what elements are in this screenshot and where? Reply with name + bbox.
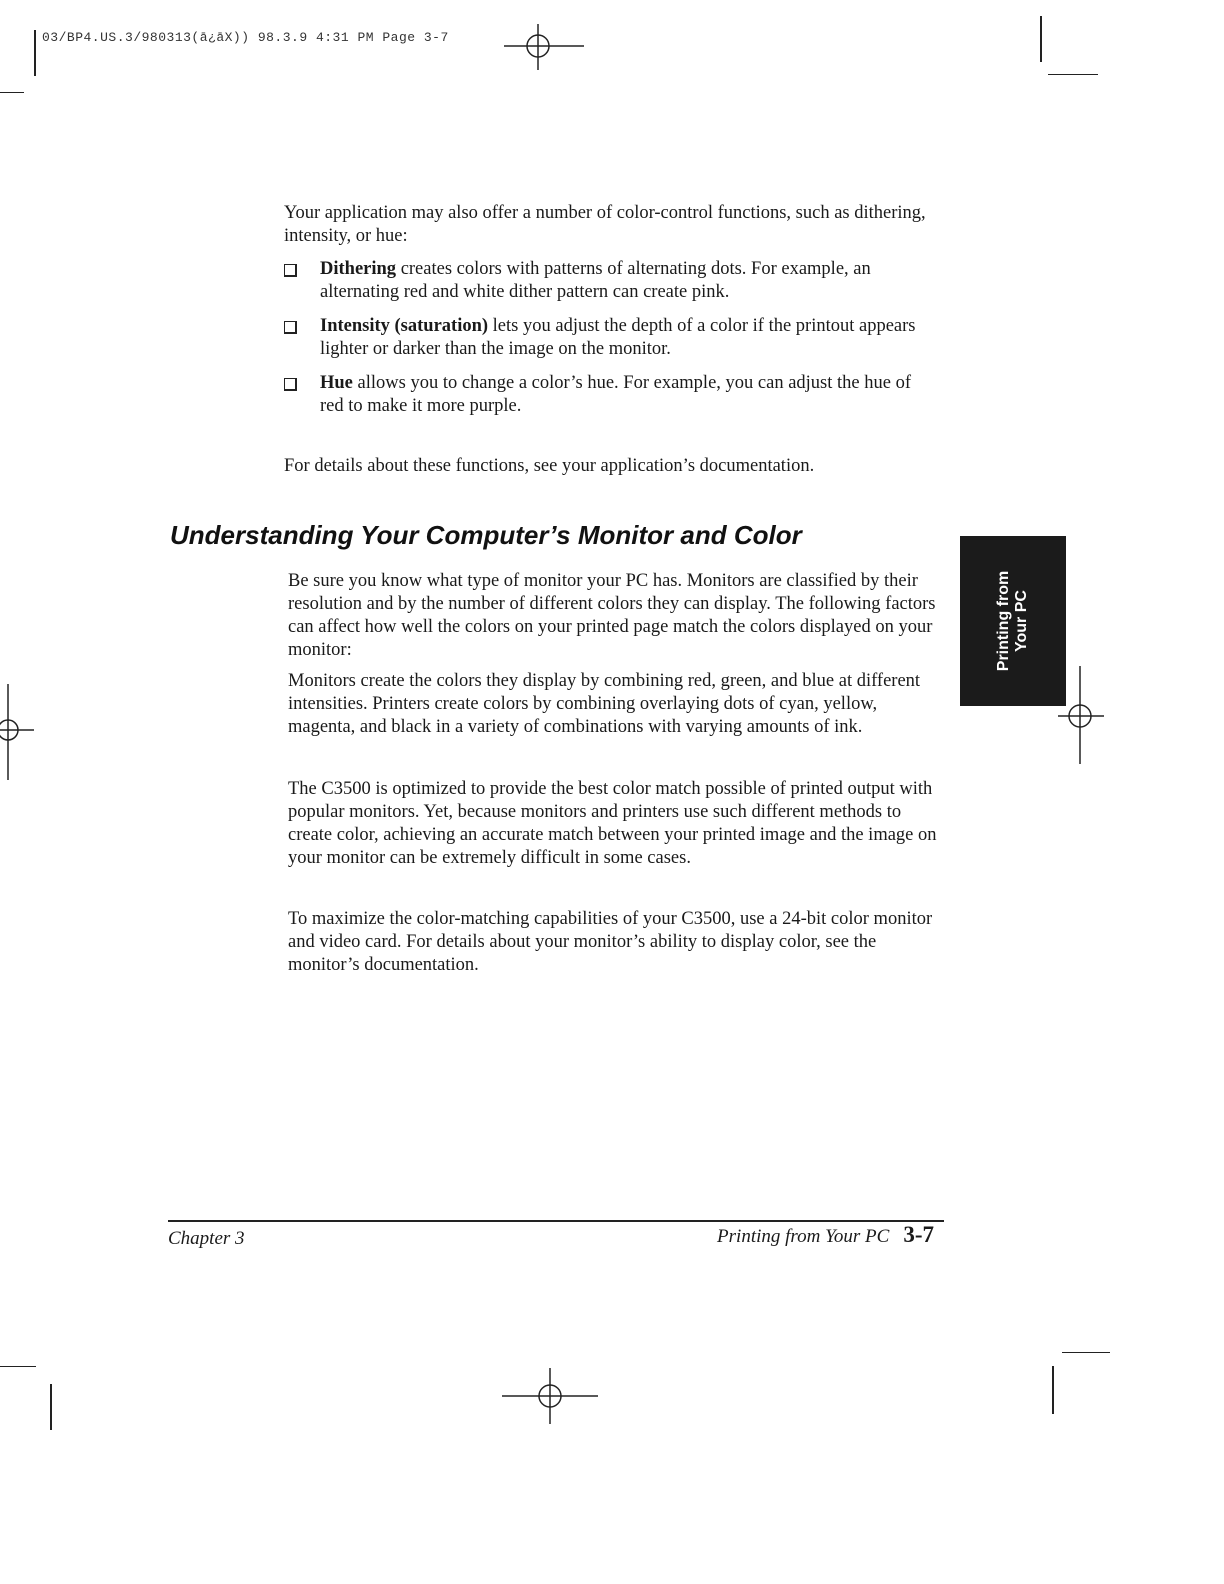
list-item-term: Dithering xyxy=(320,259,397,279)
thumb-tab-line: Printing from xyxy=(995,570,1012,672)
list-item-term: Intensity (saturation) xyxy=(320,316,489,336)
section-paragraph-text: Monitors create the colors they display by combining red, green, and blue at different intensities. Printers create colors by combining overlaying dots of cyan, yellow, magenta, and black in a variety of combinations with varying amounts of ink. xyxy=(288,671,921,737)
list-item-text: lets you adjust the depth of a color if the printout appears lighter or darker than the image on the monitor. xyxy=(320,316,916,359)
section-paragraph xyxy=(288,570,938,662)
registration-mark-icon xyxy=(502,22,586,72)
intro-text: Your application may also offer a number of color-control functions, such as dithering, intensity, or hue: xyxy=(284,203,926,246)
chapter-thumb-tab xyxy=(960,536,1066,706)
footer-title: Printing from Your PC xyxy=(717,1226,890,1247)
section-paragraph xyxy=(288,670,938,739)
footer-chapter: Chapter 3 xyxy=(168,1228,245,1249)
registration-mark-icon xyxy=(0,684,36,780)
registration-mark-icon xyxy=(500,1368,600,1424)
list-item xyxy=(284,372,934,418)
crop-mark xyxy=(34,30,36,76)
section-paragraph xyxy=(288,778,938,870)
section-paragraph xyxy=(288,908,938,977)
crop-mark xyxy=(1040,16,1042,62)
details-paragraph xyxy=(284,455,934,478)
crop-mark xyxy=(1052,1366,1054,1414)
list-item xyxy=(284,258,934,304)
list-item-term: Hue xyxy=(320,373,353,393)
print-slug: 03/BP4.US.3/980313(ā¿āX)) 98.3.9 4:31 PM Page 3-7 xyxy=(42,30,449,45)
crop-mark xyxy=(0,1366,36,1367)
list-item-text: creates colors with patterns of alternating dots. For example, an alternating red and white dither pattern can create pink. xyxy=(320,259,871,302)
section-paragraph-text: To maximize the color-matching capabilities of your C3500, use a 24-bit color monitor and video card. For details about your monitor’s ability to display color, see the monitor’s documentation. xyxy=(288,909,933,975)
intro-paragraph xyxy=(284,202,934,248)
section-heading: Understanding Your Computer’s Monitor and Color xyxy=(170,520,802,550)
checkbox-bullet-icon xyxy=(284,378,297,391)
thumb-tab-label xyxy=(995,571,1031,671)
page-number: 3-7 xyxy=(903,1222,934,1247)
list-item-text: allows you to change a color’s hue. For example, you can adjust the hue of red to make it more purple. xyxy=(320,373,911,416)
crop-mark xyxy=(1048,74,1098,75)
checkbox-bullet-icon xyxy=(284,264,297,277)
crop-mark xyxy=(0,92,24,93)
crop-mark xyxy=(1062,1352,1110,1353)
thumb-tab-line: Your PC xyxy=(1013,590,1030,652)
list-item xyxy=(284,315,934,361)
checkbox-bullet-icon xyxy=(284,321,297,334)
crop-mark xyxy=(50,1384,52,1430)
section-paragraph-text: Be sure you know what type of monitor your PC has. Monitors are classified by their resolution and by the number of different colors they can display. The following factors can affect how well the colors on your printed page match the colors displayed on your monitor: xyxy=(288,571,936,660)
running-footer xyxy=(717,1222,934,1248)
details-text: For details about these functions, see your application’s documentation. xyxy=(284,456,815,476)
color-control-list xyxy=(284,258,934,429)
section-paragraph-text: The C3500 is optimized to provide the best color match possible of printed output with popular monitors. Yet, because monitors and printers use such different methods to create color, achieving an accurate match between your printed image and the image on your monitor can be extremely difficult in some cases. xyxy=(288,779,937,868)
